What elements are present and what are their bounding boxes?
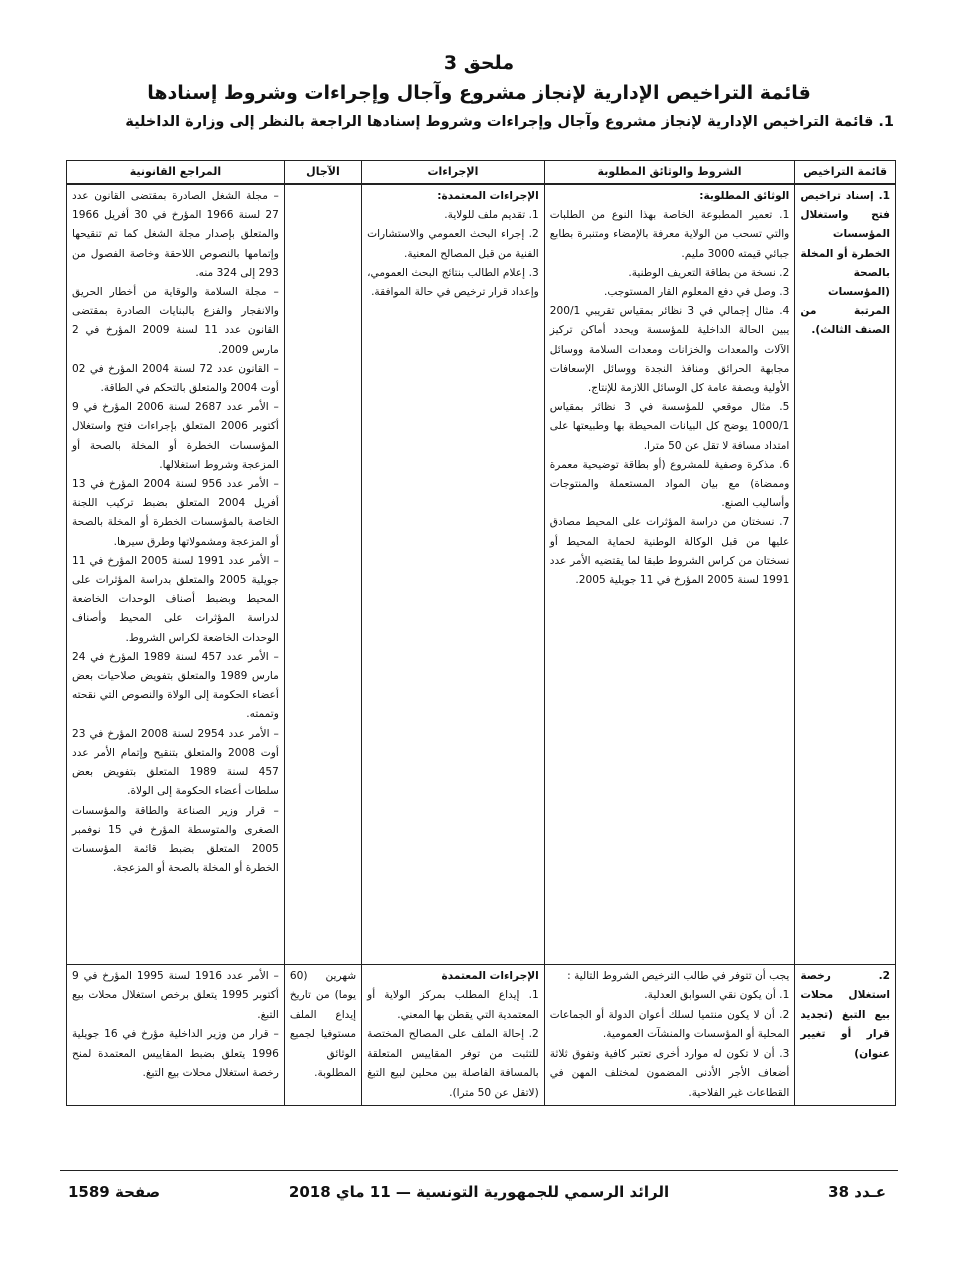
procedure-item: 1. إيداع المطلب بمركز الولاية أو المعتمدية التي يقطن بها المعني. [367,989,539,1021]
legal-reference: – الأمر عدد 2954 لسنة 2008 المؤرخ في 23 أوت 2008 والمتعلق بتنقيح وإتمام الأمر عدد 457 لسنة 1989 المتعلق بتفويض بعض سلطات أعضاء الحكومة إلى الولاة. [72,727,279,798]
procedure-item: 2. إحالة الملف على المصالح المختصة للتثبت من توفر المقاييس المتعلقة بالمسافة الفاصلة بين محلين لبيع التبغ (لاتقل عن 50 مترا). [367,1028,539,1099]
deadline-cell: شهرين (60 يوما) من تاريخ إيداع الملف مستوفيا لجميع الوثائق المطلوبة. [284,964,361,1106]
condition-item: 2. أن لا يكون منتميا لسلك أعوان الدولة أو الجماعات المحلية أو المؤسسات والمنشآت العمومية. [549,1008,790,1040]
procedures-cell [362,964,545,1106]
condition-item: 2. نسخة من بطاقة التعريف الوطنية. [628,266,790,279]
footer-divider [60,1170,898,1171]
table-row [67,184,896,964]
condition-item: 1. أن يكون نقي السوابق العدلية. [644,989,790,1001]
procedures-title: الإجراءات المعتمدة: [437,190,539,202]
conditions-title: الوثائق المطلوبة: [699,190,790,202]
column-header-licenses: قائمة التراخيص [795,161,896,185]
condition-item: 7. نسختان من دراسة المؤثرات على المحيط مصادق عليها من قبل الوكالة الوطنية لحماية المحيط أو نسختان من كراس الشروط طبقا لما يقتضيه الأمر عدد 1991 لسنة 2005 المؤرخ في 11 جويلية 2005. [549,516,790,587]
column-header-deadlines: الآجال [284,161,361,185]
section-title: 1. قائمة التراخيص الإدارية لإنجاز مشروع وآجال وإجراءات وشروط إسنادها الراجعة بالنظر إلى وزارة الداخلية [125,114,894,130]
procedure-item: 1. تقديم ملف للولاية. [444,209,539,222]
legal-reference: – الأمر عدد 457 لسنة 1989 المؤرخ في 24 مارس 1989 والمتعلق بتفويض صلاحيات بعض أعضاء الحكومة إلى الولاة والنصوص التي نقحته وتممته. [72,650,279,721]
procedure-item: 2. إجراء البحث العمومي والاستشارات الفنية من قبل المصالح المعنية. [367,228,539,260]
legal-reference: – الأمر عدد 2687 لسنة 2006 المؤرخ في 9 أكتوبر 2006 المتعلق بإجراءات فتح واستغلال المؤسسات الخطرة أو المخلة بالصحة أو المزعجة وشروط استغلالها. [72,401,279,471]
condition-item: 6. مذكرة وصفية للمشروع (أو بطاقة توضيحية معمرة وممضاة) مع بيان المواد المستعملة والمنتوجات وأساليب الصنع. [549,458,790,510]
gazette-name-date: الرائد الرسمي للجمهورية التونسية — 11 ماي 2018 [288,1183,670,1201]
legal-reference: – قرار من وزير الداخلية مؤرخ في 16 جويلية 1996 يتعلق بضبط المقاييس المعتمدة لمنح رخصة استغلال محلات بيع التبغ. [72,1028,279,1079]
conditions-cell [544,184,795,964]
references-cell [67,184,285,964]
procedure-item: 3. إعلام الطالب بنتائج البحث العمومي، وإعداد قرار ترخيص في حالة الموافقة. [367,266,539,299]
legal-reference: – مجلة الشغل الصادرة بمقتضى القانون عدد 27 لسنة 1966 المؤرخ في 30 أفريل 1966 والمتعلق بإصدار مجلة الشغل كما تم تنقيحها وإتمامها بالنصوص اللاحقة وخاصة الفصول من 293 إلى 324 منه. [72,190,279,279]
column-header-procedures: الإجراءات [362,161,545,185]
table-row [67,964,896,1106]
column-header-conditions: الشروط والوثائق المطلوبة [544,161,795,185]
legal-reference: – القانون عدد 72 لسنة 2004 المؤرخ في 02 أوت 2004 والمتعلق بالتحكم في الطاقة. [72,362,279,395]
condition-item: 3. أن لا تكون له موارد أخرى تعتبر كافية وتفوق ثلاثة أضعاف الأجر الأدنى المضمون لمختلف المهن في القطاعات غير الفلاحية. [549,1047,790,1099]
condition-item: 1. تعمير المطبوعة الخاصة بهذا النوع من الطلبات والتي تسحب من الولاية معرفة بالإمضاء ومتنبرة بطابع جبائي قيمته 3000 مليم. [549,209,790,260]
condition-item: 5. مثال موقعي للمؤسسة في 3 نظائر بمقياس 1000/1 يوضح كل البيانات المحيطة بها وطبيعتها على امتداد مسافة لا تقل عن 50 مترا. [549,401,790,452]
legal-reference: – الأمر عدد 1916 لسنة 1995 المؤرخ في 9 أكتوبر 1995 يتعلق برخص استغلال محلات بيع التبغ. [72,969,279,1021]
condition-item: 4. مثال إجمالي في 3 نظائر بمقياس تقريبي 200/1 يبين الحالة الداخلية للمؤسسة ويحدد أماكن تركيز الآلات والمعدات والخزانات ومعدات السلامة ووسائل مجابهة الحرائق ومنافذ النجدة ووسائل الإسعافات الأولية وبصفة عامة كل الوسائل اللازمة للإنتاج. [549,305,790,395]
legal-reference: – الأمر عدد 1991 لسنة 2005 المؤرخ في 11 جويلية 2005 والمتعلق بدراسة المؤثرات على المحيط وبضبط أصناف الوحدات الخاضعة لدراسة المؤثرات على المحيط وأصناف الوحدات الخاضعة لكراس الشروط. [72,554,279,644]
references-cell [67,964,285,1106]
procedures-title: الإجراءات المعتمدة [441,969,539,982]
page-number: صفحة 1589 [68,1183,161,1201]
license-name: 2. رخصة استغلال محلات بيع التبغ (تجديد قرار أو تغيير عنوان) [795,964,896,1106]
issue-number: عـدد 38 [828,1183,886,1201]
annex-title: ملحق 3 [443,52,515,74]
conditions-title: يجب أن تتوفر في طالب الترخيص الشروط التالية : [567,969,790,982]
legal-reference: – قرار وزير الصناعة والطاقة والمؤسسات الصغرى والمتوسطة المؤرخ في 15 نوفمبر 2005 المتعلق بضبط قائمة المؤسسات الخطرة أو المخلة بالصحة أو المزعجة. [72,804,279,875]
document-title: قائمة التراخيص الإدارية لإنجاز مشروع وآجال وإجراءات وشروط إسنادها [147,82,811,104]
condition-item: 3. وصل في دفع المعلوم القار المستوجب. [603,286,790,299]
license-name: 1. إسناد تراخيص فتح واستغلال المؤسسات الخطرة أو المخلة بالصحة (المؤسسات المرتبة من الصنف الثالث). [795,184,896,964]
table-header-row [67,161,896,185]
deadline-cell [284,184,361,964]
legal-reference: – الأمر عدد 956 لسنة 2004 المؤرخ في 13 أفريل 2004 المتعلق بضبط تركيب اللجنة الخاصة بالمؤسسات الخطرة أو المخلة بالصحة أو المزعجة ومشمولاتها وطرق سيرها. [72,478,279,548]
licenses-table [66,160,896,1106]
legal-reference: – مجلة السلامة والوقاية من أخطار الحريق والانفجار والفزع بالبنايات الصادرة بمقتضى القانون عدد 11 لسنة 2009 المؤرخ في 2 مارس 2009. [72,286,279,356]
column-header-legal-references: المراجع القانونية [67,161,285,185]
procedures-cell [362,184,545,964]
conditions-cell [544,964,795,1106]
